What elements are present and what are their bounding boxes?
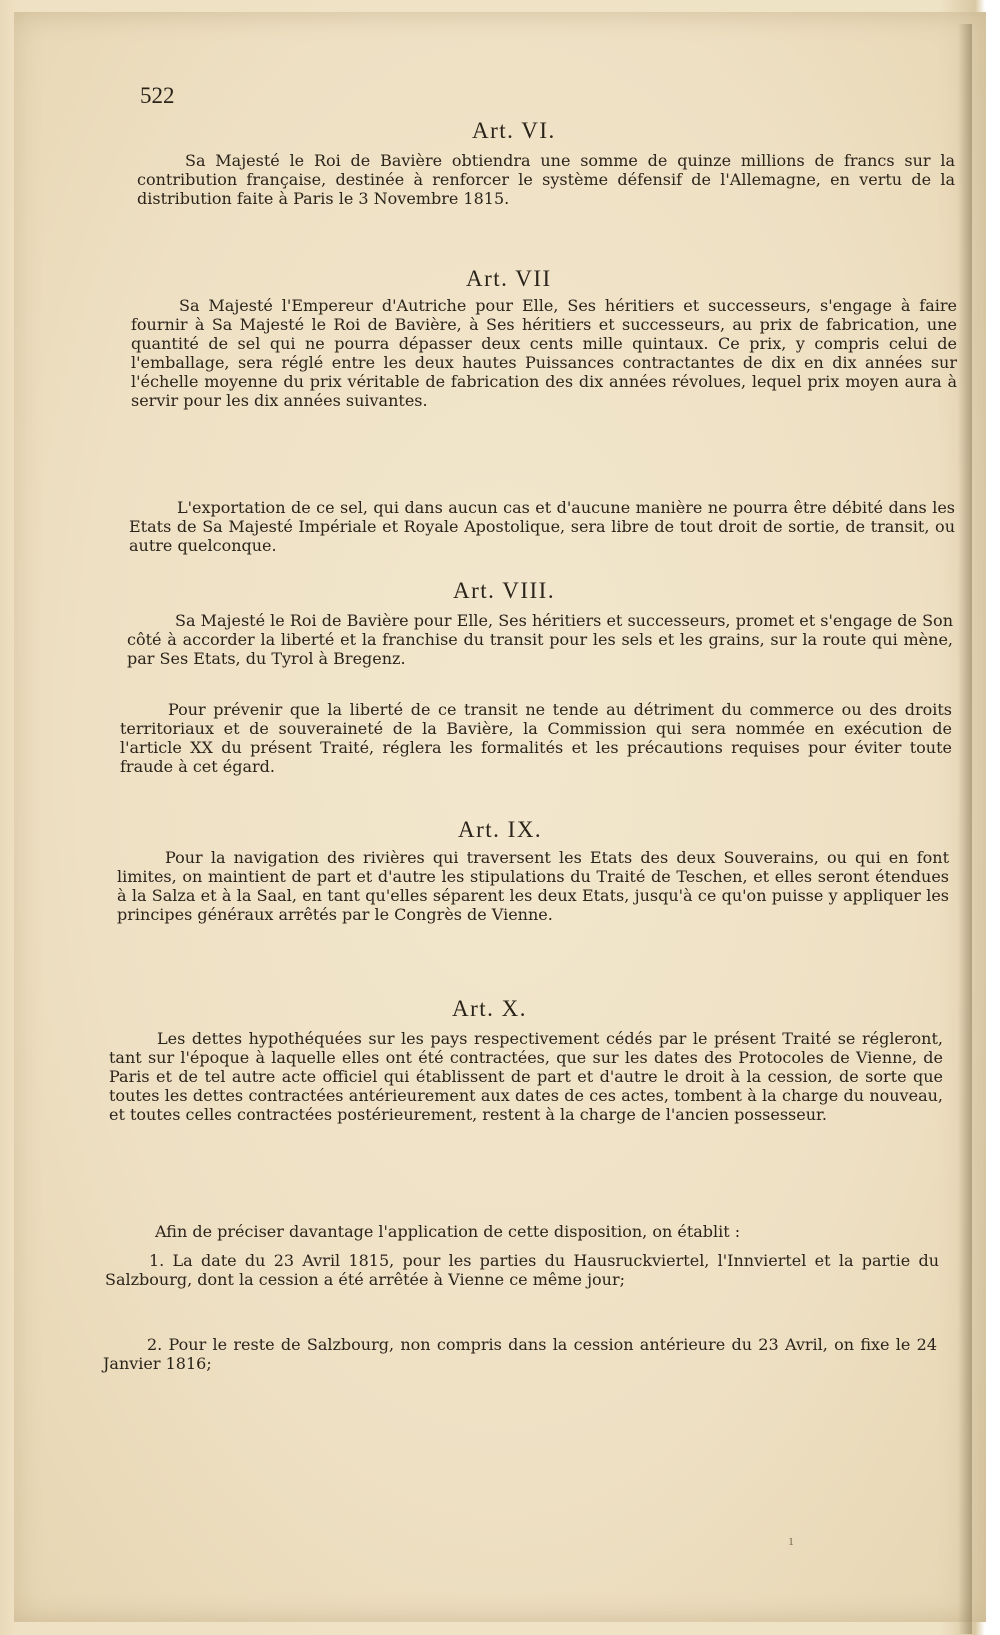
article-viii-paragraph-2: Pour prévenir que la liberté de ce transit ne tende au détriment du commerce ou des droits territoriaux et de souveraineté de la Bavière, la Commission qui sera nommée en exécution de l'article XX du présent Traité, réglera les formalités et les précautions requises pour éviter toute fraude à cet égard. — [120, 700, 952, 776]
article-x-item-1: 1. La date du 23 Avril 1815, pour les parties du Hausruckviertel, l'Innviertel et la partie du Salzbourg, dont la cession a été arrêtée à Vienne ce même jour; — [105, 1251, 939, 1289]
article-vi-paragraph-1: Sa Majesté le Roi de Bavière obtiendra une somme de quinze millions de francs sur la contribution française, destinée à renforcer le système défensif de l'Allemagne, en vertu de la distribution faite à Paris le 3 Novembre 1815. — [137, 151, 955, 208]
article-heading-viii: Art. VIII. — [453, 578, 556, 603]
page-edge-shadow — [958, 24, 972, 1634]
page-number: 522 — [140, 83, 175, 108]
article-ix-paragraph-1: Pour la navigation des rivières qui traversent les Etats des deux Souverains, ou qui en font limites, on maintient de part et d'autre les stipulations du Traité de Teschen, et elles seront étendues à la Salza et à la Saal, en tant qu'elles séparent les deux Etats, jusqu'à ce qu'on puisse y appliquer les principes généraux arrêtés par le Congrès de Vienne. — [117, 848, 949, 924]
article-viii-paragraph-1: Sa Majesté le Roi de Bavière pour Elle, Ses héritiers et successeurs, promet et s'engage de Son côté à accorder la liberté et la franchise du transit pour les sels et les grains, sur la route qui mène, par Ses Etats, du Tyrol à Bregenz. — [127, 611, 953, 668]
article-heading-vi: Art. VI. — [472, 118, 556, 143]
article-heading-vii: Art. VII — [466, 266, 552, 291]
article-x-paragraph-2: Afin de préciser davantage l'application de cette disposition, on établit : — [155, 1222, 741, 1241]
article-vii-paragraph-2: L'exportation de ce sel, qui dans aucun cas et d'aucune manière ne pourra être débité dans les Etats de Sa Majesté Impériale et Royale Apostolique, sera libre de tout droit de sortie, de transit, ou autre quelconque. — [129, 498, 955, 555]
article-vii-paragraph-1: Sa Majesté l'Empereur d'Autriche pour Elle, Ses héritiers et successeurs, s'engage à faire fournir à Sa Majesté le Roi de Bavière, à Ses héritiers et successeurs, au prix de fabrication, une quantité de sel qui ne pourra dépasser deux cents mille quintaux. Ce prix, y compris celui de l'emballage, sera réglé entre les deux hautes Puissances contractantes de dix en dix années sur l'échelle moyenne du prix véritable de fabrication des dix années révolues, lequel prix moyen aura à servir pour les dix années suivantes. — [131, 296, 957, 410]
article-x-paragraph-1: Les dettes hypothéquées sur les pays respectivement cédés par le présent Traité se régleront, tant sur l'époque à laquelle elles ont été contractées, que sur les dates des Protocoles de Vienne, de Paris et de tel autre acte officiel qui établissent de part et d'autre le droit à la cession, de sorte que toutes les dettes contractées antérieurement aux dates de ces actes, tombent à la charge du nouveau, et toutes celles contractées postérieurement, restent à la charge de l'ancien possesseur. — [109, 1029, 943, 1124]
page-footer-mark: ı — [789, 1534, 794, 1549]
article-heading-ix: Art. IX. — [458, 817, 543, 842]
article-heading-x: Art. X. — [452, 996, 528, 1021]
article-x-item-2: 2. Pour le reste de Salzbourg, non compris dans la cession antérieure du 23 Avril, on fixe le 24 Janvier 1816; — [103, 1335, 937, 1373]
